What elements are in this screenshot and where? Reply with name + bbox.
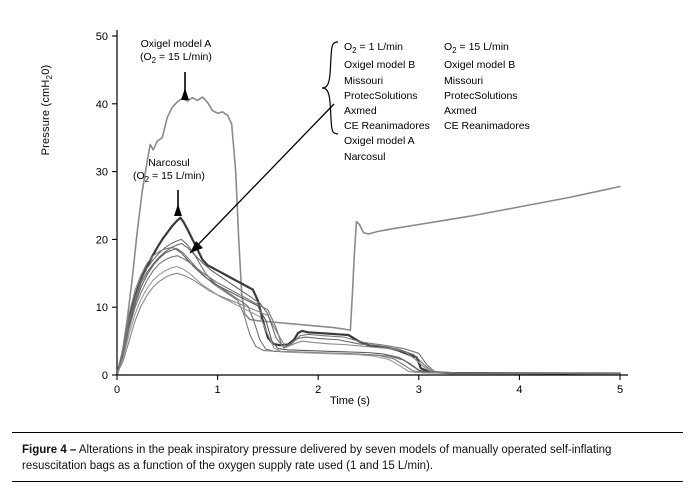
annotation-narcosul-rate: = 15 L/min): [149, 170, 205, 182]
annotation-oxigel-o: (O: [140, 51, 152, 63]
legend-item: CE Reanimadores: [344, 120, 430, 133]
y-tick-label: 0: [101, 370, 108, 382]
annotation-narcosul-line1: Narcosul: [148, 157, 190, 169]
x-axis-label: Time (s): [330, 395, 370, 407]
annotation-narcosul-sub: 2: [144, 175, 150, 185]
legend-item: CE Reanimadores: [444, 120, 530, 133]
annotation-oxigel-model-a: [140, 38, 212, 67]
figure-caption-text: Alterations in the peak inspiratory pressure delivered by seven models of manually operated self-inflating resuscitation bags as a function of the oxygen supply rate used (1 and 15 L/min).: [22, 444, 612, 472]
arrow-legend-head: [190, 241, 203, 253]
x-tick-label: 5: [616, 384, 624, 396]
annotation-oxigel-sub: 2: [151, 56, 157, 66]
caption-rule-top: [12, 432, 683, 433]
arrow-legend-shaft: [190, 104, 334, 253]
annotation-narcosul-line2: [133, 170, 205, 186]
legend-item: Oxigel model A: [344, 135, 415, 148]
y-tick-label: 10: [95, 302, 108, 315]
legend-column-1-header: [344, 40, 430, 58]
legend-column-15-l-min: [444, 40, 530, 134]
chart-series-line: [117, 239, 620, 373]
figure-number: Figure 4 –: [22, 444, 77, 456]
x-tick-label: 3: [415, 384, 422, 396]
x-tick-label: 2: [315, 384, 322, 396]
arrow-oxigel-a-head: [181, 88, 189, 100]
legend-item: Narcosul: [344, 150, 386, 163]
legend1-rate: = 1 L/min: [356, 41, 404, 53]
caption-rule-bottom: [12, 481, 683, 482]
y-tick-label: 30: [95, 166, 108, 179]
legend-item: Axmed: [444, 104, 477, 117]
annotation-narcosul: [133, 157, 205, 186]
annotation-oxigel-line1: Oxigel model A: [140, 38, 212, 50]
annotation-oxigel-line2: [140, 51, 212, 67]
legend1-o: O: [344, 41, 353, 53]
y-axis-label-sub: 2: [45, 74, 55, 80]
y-tick-label: 50: [95, 31, 108, 43]
annotation-narcosul-o: (O: [133, 170, 145, 182]
legend2-sub: 2: [452, 46, 457, 56]
y-tick-label: 40: [95, 98, 108, 111]
legend-item: ProtecSolutions: [344, 89, 418, 102]
chart-series-line: [117, 273, 620, 373]
y-axis-label: [40, 40, 54, 180]
legend-column-2-header: [444, 40, 530, 58]
legend-item: Axmed: [344, 104, 377, 117]
legend-brace: [322, 42, 338, 134]
chart-series-line: [117, 218, 620, 374]
legend1-sub: 2: [352, 46, 357, 56]
annotation-oxigel-rate: = 15 L/min): [156, 51, 212, 63]
legend-column-1-l-min: [344, 40, 430, 165]
chart-series-line: [117, 267, 620, 374]
chart-series-line: [117, 248, 620, 374]
x-tick-label: 1: [214, 384, 221, 396]
figure-caption: [22, 442, 672, 474]
arrow-narcosul-head: [174, 204, 182, 216]
legend-item: Oxigel model B: [444, 59, 516, 72]
y-axis-label-post: 0): [40, 64, 52, 75]
legend2-rate: = 15 L/min: [456, 41, 509, 53]
legend2-o: O: [444, 41, 453, 53]
x-tick-label: 4: [516, 384, 523, 396]
annotation-arrows: [174, 42, 338, 253]
y-tick-label: 20: [95, 234, 108, 247]
y-axis-label-pre: Pressure (cmH: [40, 79, 52, 156]
legend-item: Missouri: [344, 74, 384, 87]
legend-item: Oxigel model B: [344, 59, 416, 72]
x-tick-label: 0: [113, 384, 121, 396]
legend-item: ProtecSolutions: [444, 89, 518, 102]
legend-item: Missouri: [444, 74, 484, 87]
